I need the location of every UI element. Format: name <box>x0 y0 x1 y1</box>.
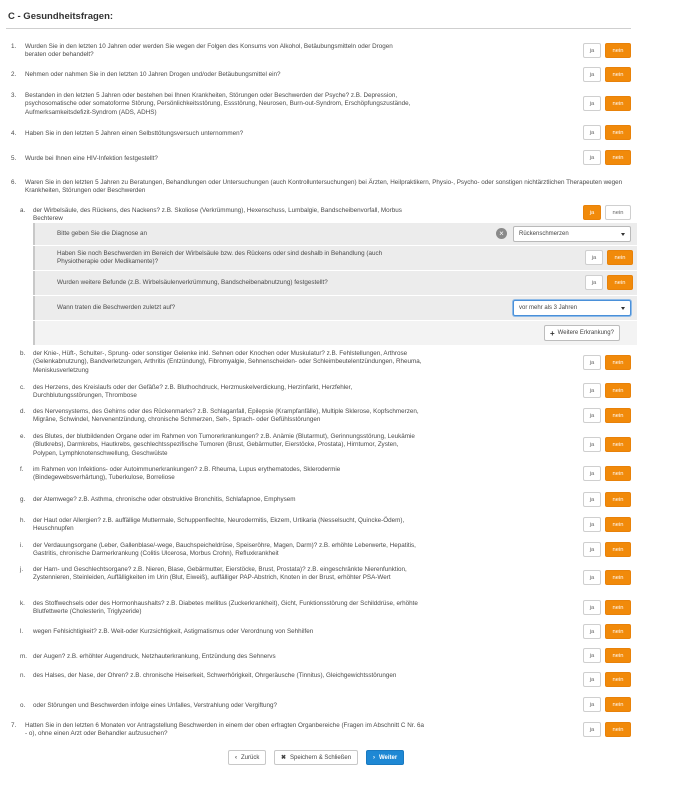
subquestion-text: der Wirbelsäule, des Rückens, des Nackens? z.B. Skoliose (Verkrümmung), Hexenschuss, Lumbalgie, Bandscheibenvorfall, Morbus Bechterew <box>33 207 402 223</box>
subquestion-letter: l. <box>20 628 24 635</box>
subquestion-letter: n. <box>20 672 26 679</box>
nein-button[interactable]: nein <box>605 67 631 82</box>
answer-group-m <box>583 648 631 663</box>
nein-button[interactable]: nein <box>605 517 631 532</box>
nein-button[interactable]: nein <box>605 648 631 663</box>
nein-button[interactable]: nein <box>605 492 631 507</box>
question-2 <box>11 71 405 79</box>
answer-group-c <box>583 383 631 398</box>
close-icon: ✖ <box>281 755 287 761</box>
wann-row <box>33 296 637 320</box>
subquestion-i <box>20 542 423 559</box>
answer-group-a <box>583 205 631 220</box>
question-text: Bestanden in den letzten 5 Jahren oder bestehen bei Ihnen Krankheiten, Störungen oder Beschwerden der Psyche? z.B. Depression, psychosomatische oder somatoforme Störung, Persönlichkeitsstörung, Essstörung, Neurosen, Burn-out-Syndrom, Erschöpfungszustände, Aufmerksamkeitsdefizit-Syndrom (ADS, ADHS) <box>25 92 411 116</box>
ja-button[interactable]: ja <box>583 383 601 398</box>
answer-group-5 <box>583 150 631 165</box>
wann-label: Wann traten die Beschwerden zuletzt auf? <box>57 304 176 311</box>
add-illness-label: Weitere Erkrankung? <box>557 330 614 336</box>
question-4 <box>11 130 405 138</box>
subquestion-letter: j. <box>20 566 24 573</box>
nein-button[interactable]: nein <box>605 437 631 452</box>
answer-group-g <box>583 492 631 507</box>
answer-group-b <box>583 355 631 370</box>
next-label: Weiter <box>379 754 398 761</box>
answer-group-j <box>583 570 631 585</box>
subquestion-letter: f. <box>20 466 24 473</box>
subquestion-b <box>20 350 423 375</box>
subquestion-text: des Stoffwechsels oder des Hormonhaushalts? z.B. Diabetes mellitus (Zuckerkrankheit), Gicht, Funktionsstörung der Schilddrüse, erhöhte Blutfettwerte (Cholesterin, Triglyzeride) <box>33 600 418 616</box>
subquestion-text: oder Störungen und Beschwerden infolge eines Unfalles, Verstrahlung oder Vergiftung? <box>33 702 277 709</box>
ja-button[interactable]: ja <box>583 408 601 423</box>
answer-group-k <box>583 600 631 615</box>
diagnose-value: Rückenschmerzen <box>519 231 569 237</box>
subquestion-h <box>20 517 423 534</box>
subquestion-a <box>20 207 413 224</box>
subquestion-text: des Nervensystems, des Gehirns oder des Rückenmarks? z.B. Schlaganfall, Epilepsie (Krampfanfälle), Multiple Sklerose, Kopfschmerzen, Migräne, Schwindel, Nervenentzündung, chronische Schmerzen, Seh-, Sprach- oder Gefühlsstörungen <box>33 408 419 424</box>
subquestion-g <box>20 496 413 504</box>
question-number: 7. <box>11 722 17 729</box>
plus-icon: + <box>550 328 555 338</box>
subquestion-e <box>20 433 423 458</box>
subquestion-letter: e. <box>20 433 26 440</box>
chevron-down-icon <box>621 307 625 310</box>
subquestion-k <box>20 600 423 617</box>
question-3 <box>11 92 415 117</box>
save-close-button[interactable] <box>274 750 358 765</box>
ja-button[interactable]: ja <box>583 205 601 220</box>
diagnose-row <box>33 223 637 245</box>
befunde-label: Wurden weitere Befunde (z.B. Wirbelsäulenverkrümmung, Bandscheibenabnutzung) festgestellt? <box>57 279 328 286</box>
add-illness-button[interactable] <box>544 325 620 341</box>
question-text: Waren Sie in den letzten 5 Jahren zu Beratungen, Behandlungen oder Untersuchungen (auch Kontrolluntersuchungen) bei Ärzten, Heilpraktikern, Physio-, Psycho- oder sonstigen nichtärztlichen Therapeuten wegen Krankheiten, Störungen oder Beschwerden <box>25 179 623 195</box>
subquestion-letter: c. <box>20 384 25 391</box>
nein-button[interactable]: nein <box>605 697 631 712</box>
nein-button[interactable]: nein <box>605 722 631 737</box>
detail-panel <box>33 223 637 345</box>
subquestion-letter: o. <box>20 702 26 709</box>
subquestion-text: der Harn- und Geschlechtsorgane? z.B. Nieren, Blase, Gebärmutter, Eierstöcke, Brust, Prostata)? z.B. eingeschränkte Nierenfunktion, Zystennieren, Steinleiden, Auffälligkeiten im Urin (Blut, Eiweiß), auffälliger PAP-Abstrich, Knoten in der Brust, erhöhter PSA-Wert <box>33 566 407 582</box>
nein-button[interactable]: nein <box>605 672 631 687</box>
back-label: Zurück <box>241 754 260 761</box>
answer-group-noch <box>585 250 633 265</box>
ja-button[interactable]: ja <box>583 492 601 507</box>
nein-button[interactable]: nein <box>605 624 631 639</box>
nein-button[interactable]: nein <box>605 150 631 165</box>
nein-button[interactable]: nein <box>605 96 631 111</box>
chevron-left-icon: ‹ <box>235 754 237 761</box>
subquestion-text: wegen Fehlsichtigkeit? z.B. Weit-oder Kurzsichtigkeit, Astigmatismus oder Verordnung von Sehhilfen <box>33 628 314 635</box>
save-close-label: Speichern & Schließen <box>290 754 352 761</box>
answer-group-4 <box>583 125 631 140</box>
question-number: 4. <box>11 130 17 137</box>
next-button[interactable] <box>366 750 404 765</box>
question-number: 3. <box>11 92 17 99</box>
answer-group-o <box>583 697 631 712</box>
ja-button[interactable]: ja <box>583 648 601 663</box>
nein-button[interactable]: nein <box>605 570 631 585</box>
nein-button[interactable]: nein <box>605 408 631 423</box>
add-row <box>33 321 637 345</box>
answer-group-f <box>583 466 631 481</box>
ja-button[interactable]: ja <box>583 466 601 481</box>
back-button[interactable] <box>228 750 266 765</box>
subquestion-letter: h. <box>20 517 26 524</box>
subquestion-f <box>20 466 413 483</box>
nein-button[interactable]: nein <box>607 275 633 290</box>
subquestion-j <box>20 566 423 583</box>
subquestion-text: des Halses, der Nase, der Ohren? z.B. chronische Heiserkeit, Schwerhörigkeit, Ohrgeräusche (Tinnitus), Gleichgewichtsstörungen <box>33 672 397 679</box>
nein-button[interactable]: nein <box>607 250 633 265</box>
subquestion-m <box>20 653 423 661</box>
answer-group-l <box>583 624 631 639</box>
nein-button[interactable]: nein <box>605 205 631 220</box>
subquestion-letter: i. <box>20 542 24 549</box>
noch-row <box>33 246 637 270</box>
subquestion-text: der Knie-, Hüft-, Schulter-, Sprung- oder sonstiger Gelenke inkl. Sehnen oder Knochen oder Muskulatur? z.B. Fehlstellungen, Arthrose (Gelenkabnutzung), Bandverletzungen, Arthritis (Entzündung), Fibromyalgie, Sehnenscheiden- oder Schleimbeutelentzündungen, Rheuma, Meniskusverletzung <box>33 350 422 374</box>
ja-button[interactable]: ja <box>583 672 601 687</box>
nein-button[interactable]: nein <box>605 600 631 615</box>
nein-button[interactable]: nein <box>605 355 631 370</box>
chevron-right-icon: › <box>373 754 375 761</box>
ja-button[interactable]: ja <box>583 517 601 532</box>
subquestion-text: des Herzens, des Kreislaufs oder der Gefäße? z.B. Bluthochdruck, Herzmuskelverdickung, Herzinfarkt, Herzfehler, Durchblutungsstörungen, Thrombose <box>33 384 353 400</box>
question-number: 2. <box>11 71 17 78</box>
ja-button[interactable]: ja <box>585 250 603 265</box>
subquestion-n <box>20 672 423 680</box>
answer-group-1 <box>583 43 631 58</box>
wann-value: vor mehr als 3 Jahren <box>519 305 578 311</box>
question-text: Wurde bei Ihnen eine HIV-Infektion festgestellt? <box>25 155 158 162</box>
answer-group-befunde <box>585 275 633 290</box>
nein-button[interactable]: nein <box>605 466 631 481</box>
wann-select[interactable] <box>513 300 631 316</box>
question-text: Hatten Sie in den letzten 6 Monaten vor Antragstellung Beschwerden in einem der oben erfragten Organbereiche (Fragen im Abschnitt C Nr. 6a - o), ohne einen Arzt oder Behandler aufzusuchen? <box>25 722 425 738</box>
answer-group-2 <box>583 67 631 82</box>
ja-button[interactable]: ja <box>583 125 601 140</box>
answer-group-e <box>583 437 631 452</box>
answer-group-7 <box>583 722 631 737</box>
subquestion-text: im Rahmen von Infektions- oder Autoimmunerkrankungen? z.B. Rheuma, Lupus erythematodes, Sklerodermie (Bindegewebsverhärtung), Tuberkulose, Borreliose <box>33 466 341 482</box>
question-text: Haben Sie in den letzten 5 Jahren einen Selbsttötungsversuch unternommen? <box>25 130 244 137</box>
subquestion-o <box>20 702 423 710</box>
subquestion-c <box>20 384 413 401</box>
ja-button[interactable]: ja <box>583 355 601 370</box>
subquestion-text: der Haut oder Allergien? z.B. auffällige Muttermale, Schuppenflechte, Neurodermitis, Ekzem, Urtikaria (Nesselsucht, Quincke-Ödem), Heuschnupfen <box>33 517 405 533</box>
subquestion-text: der Atemwege? z.B. Asthma, chronische oder obstruktive Bronchitis, Schlafapnoe, Emphysem <box>33 496 296 503</box>
befunde-row <box>33 271 637 295</box>
subquestion-letter: b. <box>20 350 26 357</box>
diagnose-label: Bitte geben Sie die Diagnose an <box>57 230 147 237</box>
subquestion-letter: d. <box>20 408 26 415</box>
ja-button[interactable]: ja <box>583 542 601 557</box>
subquestion-text: der Augen? z.B. erhöhter Augendruck, Netzhauterkrankung, Entzündung des Sehnervs <box>33 653 276 660</box>
clear-icon[interactable]: × <box>496 228 507 239</box>
ja-button[interactable]: ja <box>583 437 601 452</box>
answer-group-d <box>583 408 631 423</box>
section-title: C - Gesundheitsfragen: <box>8 11 114 22</box>
answer-group-n <box>583 672 631 687</box>
ja-button[interactable]: ja <box>583 67 601 82</box>
question-1 <box>11 43 405 60</box>
question-7 <box>11 722 425 739</box>
ja-button[interactable]: ja <box>583 570 601 585</box>
answer-group-3 <box>583 96 631 111</box>
question-text: Wurden Sie in den letzten 10 Jahren oder werden Sie wegen der Folgen des Konsums von Alkohol, Betäubungsmitteln oder Drogen beraten oder behandelt? <box>25 43 393 59</box>
nein-button[interactable]: nein <box>605 383 631 398</box>
subquestion-letter: g. <box>20 496 26 503</box>
answer-group-h <box>583 517 631 532</box>
question-6 <box>11 179 635 196</box>
noch-label: Haben Sie noch Beschwerden im Bereich der Wirbelsäule bzw. des Rückens oder sind deshalb in Behandlung (auch Physiotherapie oder Medikamente)? <box>57 250 383 266</box>
ja-button[interactable]: ja <box>583 96 601 111</box>
subquestion-text: des Blutes, der blutbildenden Organe oder im Rahmen von Tumorerkrankungen? z.B. Anämie (Blutarmut), Gerinnungsstörung, Leukämie (Blutkrebs), Darmkrebs, Hautkrebs, geschlechtsspezifische Tumoren (Brust, Gebärmutter, Eierstöcke, Prostata), Hirntumor, Zysten, Polypen, Lymphknotenschwellung, Geschwülste <box>33 433 415 457</box>
question-text: Nehmen oder nahmen Sie in den letzten 10 Jahren Drogen und/oder Betäubungsmittel ein? <box>25 71 281 78</box>
subquestion-l <box>20 628 423 636</box>
subquestion-letter: k. <box>20 600 25 607</box>
ja-button[interactable]: ja <box>583 43 601 58</box>
subquestion-d <box>20 408 423 425</box>
diagnose-select[interactable] <box>513 226 631 242</box>
subquestion-letter: a. <box>20 207 26 214</box>
nein-button[interactable]: nein <box>605 542 631 557</box>
ja-button[interactable]: ja <box>583 722 601 737</box>
question-number: 6. <box>11 179 17 186</box>
question-5 <box>11 155 405 163</box>
subquestion-letter: m. <box>20 653 27 660</box>
nein-button[interactable]: nein <box>605 43 631 58</box>
question-number: 5. <box>11 155 17 162</box>
ja-button[interactable]: ja <box>583 150 601 165</box>
ja-button[interactable]: ja <box>583 697 601 712</box>
answer-group-i <box>583 542 631 557</box>
ja-button[interactable]: ja <box>583 600 601 615</box>
ja-button[interactable]: ja <box>583 624 601 639</box>
question-number: 1. <box>11 43 17 50</box>
nein-button[interactable]: nein <box>605 125 631 140</box>
ja-button[interactable]: ja <box>585 275 603 290</box>
divider <box>6 28 631 29</box>
subquestion-text: der Verdauungsorgane (Leber, Gallenblase/-wege, Bauchspeicheldrüse, Speiseröhre, Magen, Darm)? z.B. erhöhte Leberwerte, Hepatitis, Gastritis, chronische Darmerkrankung (Colitis Ulcerosa, Morbus Crohn), Refluxkrankheit <box>33 542 416 558</box>
chevron-down-icon <box>621 233 625 236</box>
